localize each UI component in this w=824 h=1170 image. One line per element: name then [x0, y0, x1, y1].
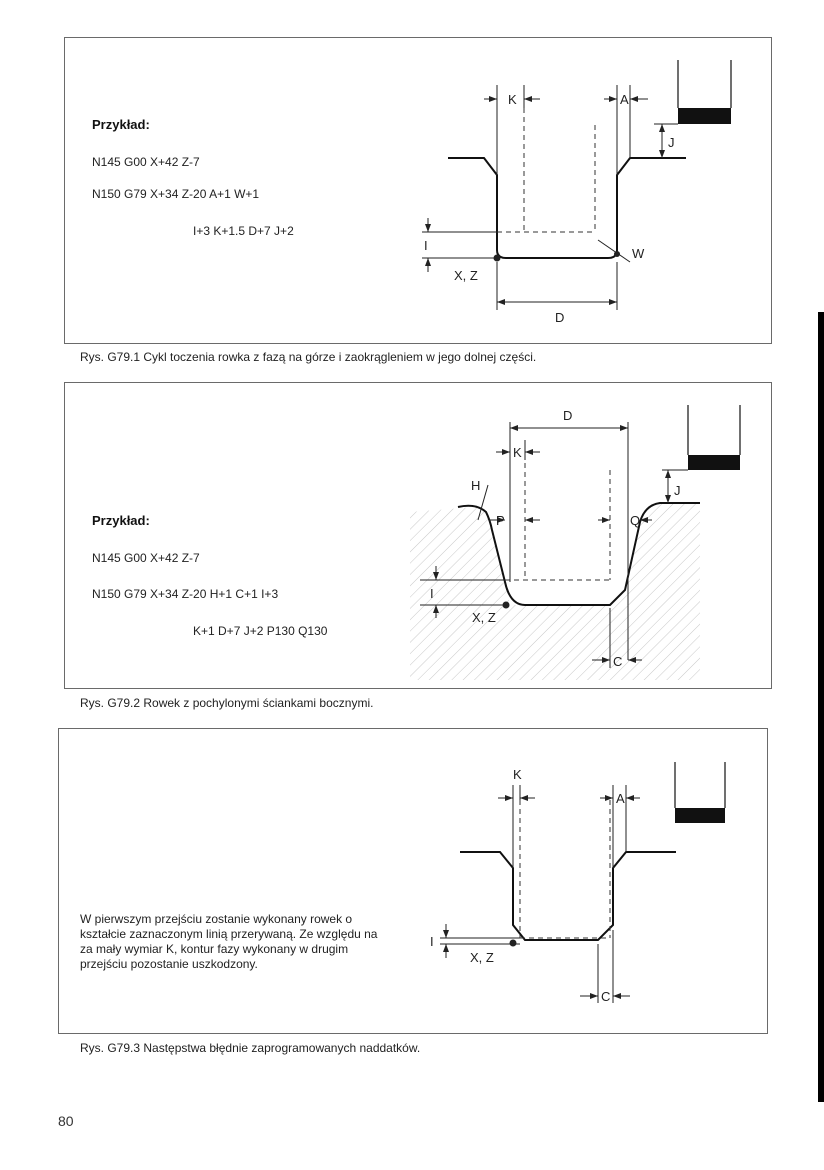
- figure1-code-line: I+3 K+1.5 D+7 J+2: [193, 224, 294, 238]
- dim-label-k: K: [513, 767, 522, 782]
- figure1-caption: Rys. G79.1 Cykl toczenia rowka z fazą na górze i zaokrągleniem w jego dolnej części.: [80, 350, 537, 364]
- dim-label-i: I: [424, 238, 428, 253]
- dim-label-k: K: [513, 445, 522, 460]
- dim-label-c: C: [601, 989, 611, 1004]
- figure2-code-line: K+1 D+7 J+2 P130 Q130: [193, 624, 328, 638]
- dim-label-i: I: [430, 934, 434, 949]
- dim-label-d: D: [563, 408, 573, 423]
- figure3-caption: Rys. G79.3 Następstwa błędnie zaprogramowanych naddatków.: [80, 1041, 421, 1055]
- dim-label-j: J: [668, 135, 675, 150]
- figure2-code-line: N150 G79 X+34 Z-20 H+1 C+1 I+3: [92, 587, 279, 601]
- dim-label-i: I: [430, 586, 434, 601]
- figure2-header: Przykład:: [92, 513, 150, 528]
- figure2-code-line: N145 G00 X+42 Z-7: [92, 551, 200, 565]
- dim-label-xz: X, Z: [470, 950, 494, 965]
- page-number: 80: [58, 1113, 74, 1129]
- dim-label-j: J: [674, 483, 681, 498]
- figure3-paragraph: W pierwszym przejściu zostanie wykonany rowek o kształcie zaznaczonym linią przerywaną. Ze względu na za mały wymiar K, kontur fazy wykonany w drugim przejściu pozostanie uszkodzony.: [80, 912, 378, 971]
- figure2-caption: Rys. G79.2 Rowek z pochylonymi ściankami bocznymi.: [80, 696, 374, 710]
- figure1-code-line: N150 G79 X+34 Z-20 A+1 W+1: [92, 187, 260, 201]
- dim-label-w: W: [632, 246, 645, 261]
- figure1-header: Przykład:: [92, 117, 150, 132]
- dim-label-xz: X, Z: [472, 610, 496, 625]
- dim-label-a: A: [616, 791, 625, 806]
- dim-label-h: H: [471, 478, 481, 493]
- dim-label-p: P: [496, 513, 505, 528]
- dim-label-xz: X, Z: [454, 268, 478, 283]
- dim-label-d: D: [555, 310, 565, 325]
- dim-label-q: Q: [630, 513, 641, 528]
- dim-label-c: C: [613, 654, 623, 669]
- figure1-code-line: N145 G00 X+42 Z-7: [92, 155, 200, 169]
- dim-label-a: A: [620, 92, 629, 107]
- binding-bar: [818, 312, 824, 1102]
- dim-label-k: K: [508, 92, 517, 107]
